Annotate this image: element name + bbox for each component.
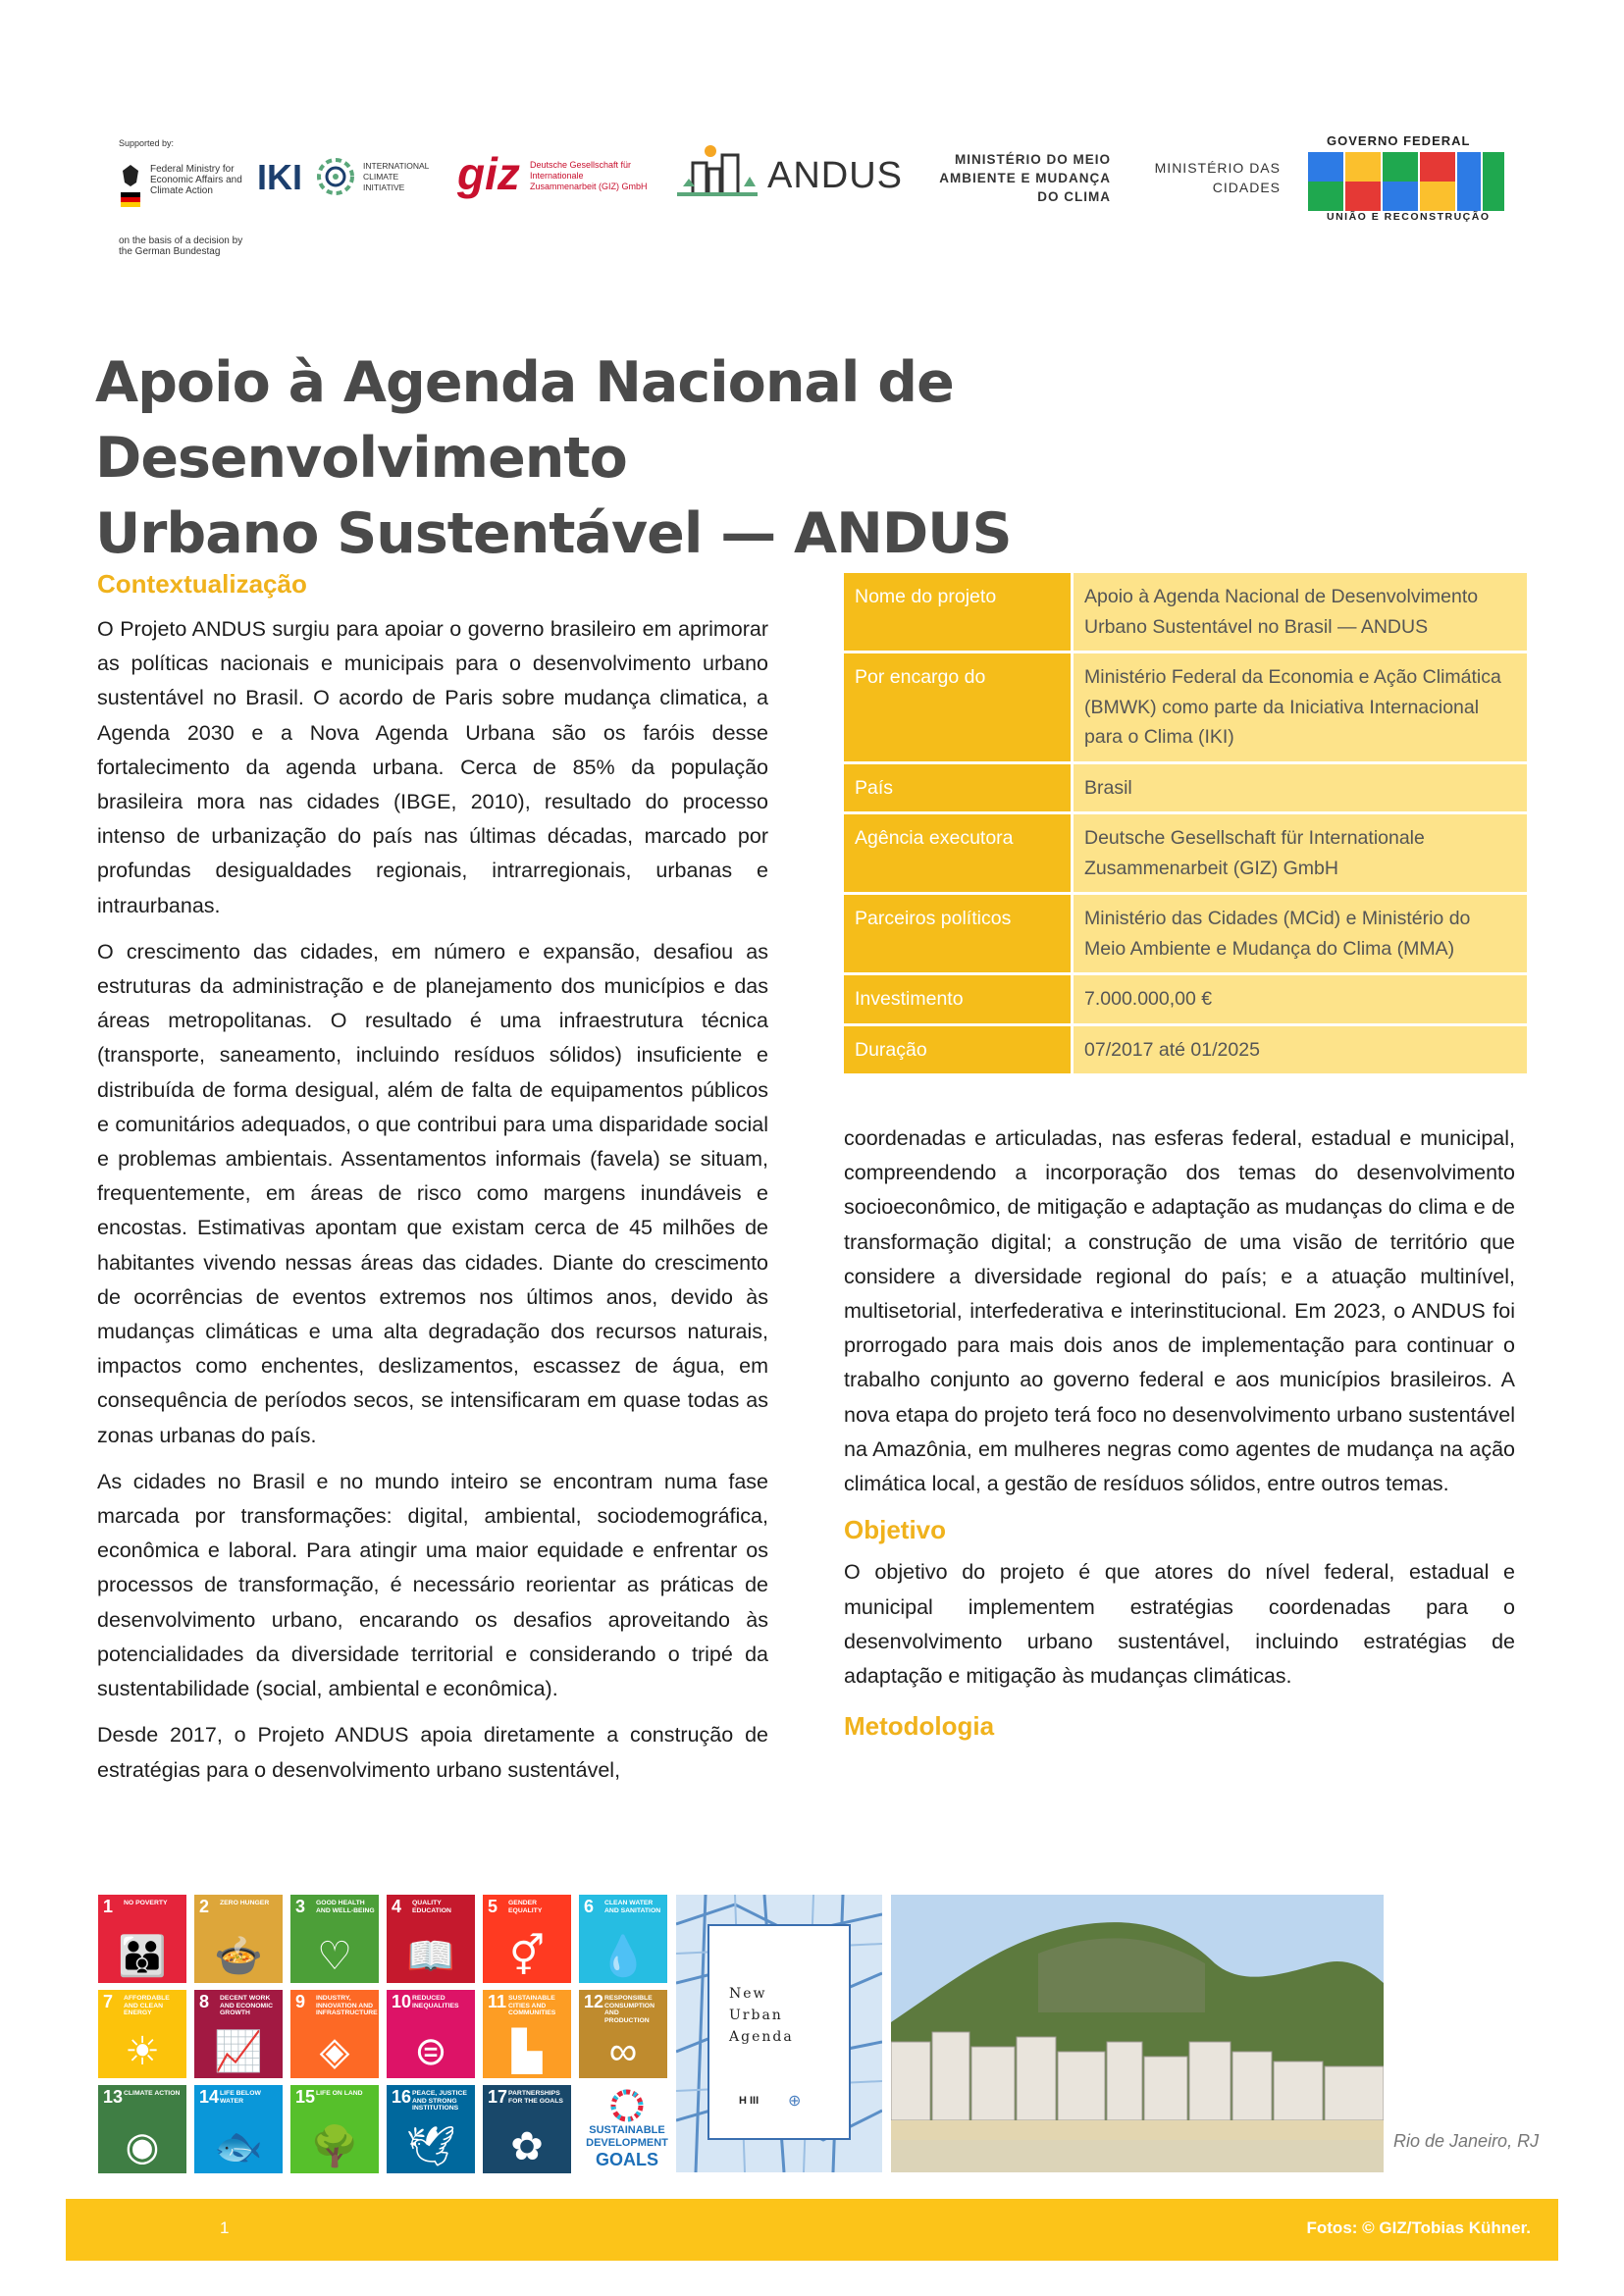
sdg-tile-5 <box>483 1895 571 1983</box>
iki-logo: IKI <box>257 157 303 197</box>
sdg-number: 17 <box>488 2087 508 2107</box>
sdg-goal-icon: ◉ <box>125 2125 160 2168</box>
table-value: Ministério Federal da Economia e Ação Climática (BMWK) como parte da Iniciativa Internacional para o Clima (IKI) <box>1074 653 1527 761</box>
sdg-tile-10 <box>387 1990 475 2078</box>
sdg-label: LIFE BELOW WATER <box>220 2090 261 2105</box>
andus-buildings-icon <box>675 143 760 203</box>
left-column <box>97 612 768 1800</box>
context-paragraph-2: O crescimento das cidades, em número e expansão, desafiou as estruturas da administração e de planejamento dos municípios e das áreas metropolitanas. O resultado é uma infraestrutura técnica (transporte, saneamento, incluindo resíduos sólidos) insuficiente e distribuída de forma desigual, além de falta de equipamentos públicos e comunitários adequados, o que contribui para uma disparidade social e problemas ambientais. Assentamentos informais (favela) se situam, frequentemente, em áreas de risco como margens inundáveis e encostas. Estimativas apontam que existam cerca de 45 milhões de habitantes vivendo nessas áreas das cidades. Diante do crescimento de ocorrências de eventos extremos nos últimos anos, devido às mudanças climáticas e uma alta degradação dos recursos naturais, impactos como enchentes, deslizamentos, escassez de água, em consequência de períodos secos, se intensificaram em quase todas as zonas urbanas do país. <box>97 939 768 1447</box>
sdg-tile-12 <box>579 1990 667 2078</box>
sdg-grid <box>98 1895 672 2172</box>
table-key: Agência executora <box>844 814 1074 892</box>
sdg-label: SUSTAINABLE CITIES AND COMMUNITIES <box>508 1995 556 2016</box>
project-table-row <box>844 764 1527 812</box>
sdg-label: CLEAN WATER AND SANITATION <box>604 1900 661 1914</box>
table-key: Nome do projeto <box>844 573 1074 651</box>
section-heading-objective: Objetivo <box>844 1515 947 1545</box>
sdg-logo-line-3: GOALS <box>595 2150 658 2169</box>
sdg-number: 14 <box>199 2087 220 2107</box>
sdg-tile-1 <box>98 1895 186 1983</box>
sdg-label: RESPONSIBLE CONSUMPTION AND PRODUCTION <box>604 1995 655 2024</box>
sdg-number: 1 <box>103 1897 114 1916</box>
sdg-number: 10 <box>392 1992 412 2011</box>
project-table-row <box>844 895 1527 972</box>
table-value: 07/2017 até 01/2025 <box>1074 1026 1527 1074</box>
sdg-tile-6 <box>579 1895 667 1983</box>
un-emblem-icon: ⊕ <box>788 2093 802 2110</box>
giz-logo: giz <box>457 148 520 199</box>
sdg-logo-tile <box>583 2085 671 2173</box>
iki-full-name: INTERNATIONAL CLIMATE INITIATIVE <box>363 161 430 192</box>
sdg-number: 13 <box>103 2087 124 2107</box>
sdg-label: INDUSTRY, INNOVATION AND INFRASTRUCTURE <box>316 1995 378 2016</box>
sdg-goal-icon: 📈 <box>214 2030 263 2073</box>
table-value: Apoio à Agenda Nacional de Desenvolvimento Urbano Sustentável no Brasil — ANDUS <box>1074 573 1527 651</box>
sdg-goal-icon: ▙ <box>511 2030 543 2073</box>
table-value: Brasil <box>1074 764 1527 812</box>
sdg-number: 16 <box>392 2087 412 2107</box>
sdg-goal-icon: ∞ <box>608 2030 638 2073</box>
sdg-label: QUALITY EDUCATION <box>412 1900 451 1914</box>
footer-bar <box>66 2199 1558 2261</box>
page-number: 1 <box>220 2218 230 2237</box>
sdg-tile-15 <box>290 2085 379 2173</box>
sdg-goal-icon: ⚥ <box>508 1935 546 1978</box>
sdg-number: 15 <box>295 2087 316 2107</box>
sdg-goal-icon: ◈ <box>319 2030 350 2073</box>
sdg-number: 7 <box>103 1992 114 2011</box>
table-key: Parceiros políticos <box>844 895 1074 972</box>
sdg-tile-7 <box>98 1990 186 2078</box>
partner-logos <box>0 0 1624 294</box>
photo-caption: Rio de Janeiro, RJ <box>1393 2131 1540 2151</box>
rio-photo <box>891 1895 1384 2172</box>
sdg-number: 12 <box>584 1992 604 2011</box>
new-urban-agenda-cover <box>676 1895 882 2172</box>
table-key: Por encargo do <box>844 653 1074 761</box>
project-table-row <box>844 573 1527 651</box>
nua-title-line-2: Urban <box>729 2008 783 2023</box>
sdg-number: 11 <box>488 1992 507 2011</box>
sdg-goal-icon: 🕊 <box>405 2125 456 2168</box>
sdg-label: ZERO HUNGER <box>220 1900 270 1906</box>
context-paragraph-4: Desde 2017, o Projeto ANDUS apoia diretamente a construção de estratégias para o desenvolvimento urbano sustentável, <box>97 1723 768 1782</box>
supported-by-label: Supported by: <box>119 138 175 148</box>
mma-logo: MINISTÉRIO DO MEIO AMBIENTE E MUDANÇA DO CLIMA <box>939 152 1111 204</box>
sdg-tile-8 <box>194 1990 283 2078</box>
sdg-label: LIFE ON LAND <box>316 2090 363 2097</box>
sdg-label: PARTNERSHIPS FOR THE GOALS <box>508 2090 563 2105</box>
sdg-label: DECENT WORK AND ECONOMIC GROWTH <box>220 1995 273 2016</box>
sdg-tile-4 <box>387 1895 475 1983</box>
table-key: País <box>844 764 1074 812</box>
sdg-tile-16 <box>387 2085 475 2173</box>
section-heading-context: Contextualização <box>97 569 307 599</box>
sdg-goal-icon: 🐟 <box>214 2125 263 2168</box>
gov-federal-label: GOVERNO FEDERAL <box>1327 133 1471 148</box>
andus-logo: ANDUS <box>767 155 904 196</box>
right-column <box>844 1122 1515 1744</box>
rio-landscape-image <box>891 1895 1384 2172</box>
sdg-label: AFFORDABLE AND CLEAN ENERGY <box>124 1995 170 2016</box>
sdg-label: NO POVERTY <box>124 1900 168 1906</box>
brasil-logo <box>1308 152 1504 211</box>
sdg-number: 8 <box>199 1992 210 2011</box>
sdg-goal-icon: ♡ <box>317 1935 352 1978</box>
table-value: Ministério das Cidades (MCid) e Ministério do Meio Ambiente e Mudança do Clima (MMA) <box>1074 895 1527 972</box>
nua-title-line-1: New <box>729 1986 767 2002</box>
sdg-label: GOOD HEALTH AND WELL-BEING <box>316 1900 375 1914</box>
sdg-goal-icon: ✿ <box>510 2125 544 2168</box>
sdg-number: 6 <box>584 1897 595 1916</box>
gov-slogan: UNIÃO E RECONSTRUÇÃO <box>1327 211 1491 223</box>
sdg-tile-11 <box>483 1990 571 2078</box>
table-value: 7.000.000,00 € <box>1074 975 1527 1023</box>
table-value: Deutsche Gesellschaft für Internationale Zusammenarbeit (GIZ) GmbH <box>1074 814 1527 892</box>
sdg-label: CLIMATE ACTION <box>124 2090 181 2097</box>
sdg-goal-icon: 👪 <box>118 1935 167 1978</box>
sdg-logo-line-1: SUSTAINABLE <box>589 2124 665 2136</box>
sdg-tile-14 <box>194 2085 283 2173</box>
bundestag-note: on the basis of a decision by the German Bundestag <box>119 235 243 257</box>
bmwk-name: Federal Ministry for Economic Affairs and Climate Action <box>150 164 242 196</box>
sdg-label: REDUCED INEQUALITIES <box>412 1995 459 2009</box>
giz-full-name: Deutsche Gesellschaft für Internationale Zusammenarbeit (GIZ) GmbH <box>530 160 648 191</box>
habitat-mark: H III <box>739 2095 760 2107</box>
sdg-tile-13 <box>98 2085 186 2173</box>
sdg-goal-icon: ☀ <box>125 2030 160 2073</box>
sdg-goal-icon: 🌳 <box>310 2125 359 2168</box>
context-paragraph-5: coordenadas e articuladas, nas esferas federal, estadual e municipal, compreendendo a incorporação dos temas do desenvolvimento socioeconômico, de mitigação e adaptação as mudanças do clima e de transformação digital; a construção de uma visão de território que considere a diversidade regional do país; e a atuação multinível, multisetorial, interfederativa e interinstitucional. Em 2023, o ANDUS foi prorrogado para mais dois anos de implementação para continuar o trabalho conjunto ao governo federal e aos municípios brasileiros. A nova etapa do projeto terá foco no desenvolvimento urbano sustentável na Amazônia, em mulheres negras como agentes de mudança na ação climática local, a gestão de resíduos sólidos, entre outros temas. <box>844 1126 1515 1496</box>
sdg-number: 3 <box>295 1897 306 1916</box>
sdg-number: 4 <box>392 1897 402 1916</box>
sdg-logo-line-2: DEVELOPMENT <box>586 2137 668 2149</box>
iki-circle-icon <box>316 157 355 201</box>
cidades-logo: MINISTÉRIO DAS CIDADES <box>1154 160 1281 195</box>
sdg-goal-icon: 📖 <box>406 1935 455 1978</box>
sdg-wheel-icon <box>610 2089 644 2122</box>
objective-paragraph: O objetivo do projeto é que atores do nível federal, estadual e municipal implementem estratégias coordenadas para o desenvolvimento urbano sustentável, incluindo estratégias de adaptação e mitigação às mudanças climáticas. <box>844 1560 1515 1689</box>
sdg-tile-2 <box>194 1895 283 1983</box>
sdg-goal-icon: 💧 <box>599 1935 648 1978</box>
sdg-tile-17 <box>483 2085 571 2173</box>
german-eagle-icon <box>119 157 142 216</box>
title-line-1: Apoio à Agenda Nacional de Desenvolvimento <box>95 350 954 491</box>
sdg-label: PEACE, JUSTICE AND STRONG INSTITUTIONS <box>412 2090 467 2112</box>
sdg-tile-3 <box>290 1895 379 1983</box>
sdg-goal-icon: ⊜ <box>414 2030 447 2073</box>
sdg-goal-icon: 🍲 <box>214 1935 263 1978</box>
context-paragraph-3: As cidades no Brasil e no mundo inteiro se encontram numa fase marcada por transformações: digital, ambiental, sociodemográfica, econômica e laboral. Para atingir uma maior equidade e enfrentar os processos de transformação, é necessário reorientar as práticas de desenvolvimento urbano, encarando os desafios aproveitando às potencialidades da diversidade territorial e considerando o tripé da sustentabilidade (social, ambiental e econômica). <box>97 1469 768 1701</box>
nua-title-line-3: Agenda <box>729 2029 794 2045</box>
photo-credit: Fotos: © GIZ/Tobias Kühner. <box>1306 2218 1531 2237</box>
table-key: Duração <box>844 1026 1074 1074</box>
sdg-number: 2 <box>199 1897 210 1916</box>
title-line-2: Urbano Sustentável — ANDUS <box>95 501 1012 566</box>
project-table-row <box>844 653 1527 761</box>
project-table-row <box>844 814 1527 892</box>
context-paragraph-1: O Projeto ANDUS surgiu para apoiar o governo brasileiro em aprimorar as políticas nacionais e municipais para o desenvolvimento urbano sustentável no Brasil. O acordo de Paris sobre mudança climatica, a Agenda 2030 e a Nova Agenda Urbana são os faróis desse fortalecimento da agenda urbana. Cerca de 85% da população brasileira mora nas cidades (IBGE, 2010), resultado do processo intenso de urbanização do país nas últimas décadas, marcado por profundas desigualdades regionais, intrarregionais, urbanas e intraurbanas. <box>97 617 768 917</box>
table-key: Investimento <box>844 975 1074 1023</box>
page-title <box>95 345 1371 572</box>
sdg-label: GENDER EQUALITY <box>508 1900 543 1914</box>
project-table-row <box>844 975 1527 1023</box>
sdg-number: 9 <box>295 1992 306 2011</box>
project-info-table <box>844 570 1527 1076</box>
sdg-tile-9 <box>290 1990 379 2078</box>
sdg-number: 5 <box>488 1897 498 1916</box>
project-table-row <box>844 1026 1527 1074</box>
section-heading-methodology: Metodologia <box>844 1711 995 1742</box>
